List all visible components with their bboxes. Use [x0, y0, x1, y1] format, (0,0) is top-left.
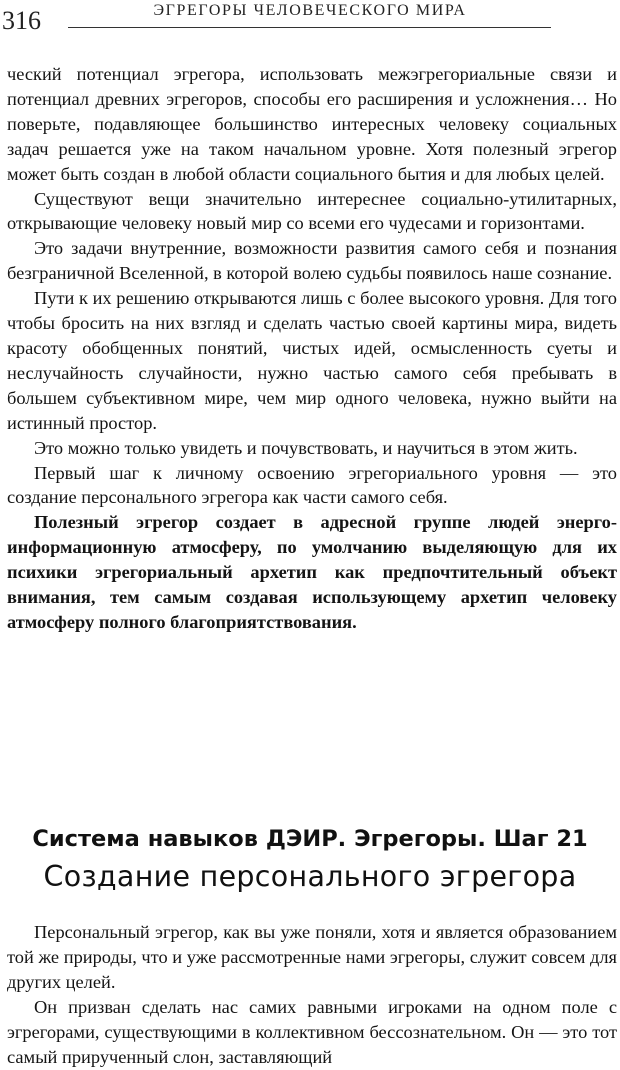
- paragraph: Он призван сделать нас самих равными игроками на одном поле с эгрегорами, существующими в коллективном бессознательном. Он — это тот самый прирученный слон, заставляющий: [7, 996, 617, 1067]
- paragraph: Это можно только увидеть и почувствовать, и научиться в этом жить.: [34, 437, 578, 458]
- paragraph: Существуют вещи значительно интереснее социально-утилитарных, открывающие человеку новый мир со всеми его чудесами и горизонтами.: [7, 188, 617, 234]
- section-heading: [0, 824, 620, 896]
- bold-paragraph: Полезный эгрегор создает в адресной группе людей энергоинформационную атмосферу, по умолчанию выделяющую для их психики эгрегориальный архетип как предпочтительный объект внимания, тем самым создавая использующему архетип человеку атмосферу полного благоприятствования.: [7, 512, 617, 632]
- header-rule: [68, 27, 551, 28]
- paragraph: Персональный эгрегор, как вы уже поняли, хотя и является образованием той же природы, что и уже рассмотренные нами эгрегоры, служит совсем для других целей.: [7, 922, 617, 992]
- paragraph-continued: ческий потенциал эгрегора, использовать межэгрегориальные связи и потенциал древних эгрегоров, способы его расширения и усложнения… Но поверьте, подавляющее большинство интересных человеку социальных задач решается уже на таком начальном уровне. Хотя полезный эгрегор может быть создан в любой области социального бытия и для любых целей.: [7, 64, 617, 184]
- section-body-text: [7, 920, 617, 1069]
- page-number: 316: [2, 6, 41, 35]
- paragraph: Первый шаг к личному освоению эгрегориального уровня — это создание персонального эгрегора как части самого себя.: [7, 462, 617, 508]
- body-text: [7, 62, 617, 635]
- section-title: Система навыков ДЭИР. Эгрегоры. Шаг 21: [32, 826, 588, 852]
- paragraph: Пути к их решению открываются лишь с более высокого уровня. Для того чтобы бросить на них взгляд и сделать частью своей картины мира, видеть красоту обобщенных понятий, чистых идей, осмысленность суеты и неслучайность случайности, нужно частью самого себя пребывать в большем субъективном мире, чем мир одного человека, нужно выйти на истинный простор.: [7, 288, 617, 433]
- section-subtitle: Создание персонального эгрегора: [43, 860, 577, 893]
- running-title: ЭГРЕГОРЫ ЧЕЛОВЕЧЕСКОГО МИРА: [153, 2, 467, 19]
- paragraph: Это задачи внутренние, возможности развития самого себя и познания безграничной Вселенной, в которой волею судьбы появилось наше сознание.: [7, 238, 617, 284]
